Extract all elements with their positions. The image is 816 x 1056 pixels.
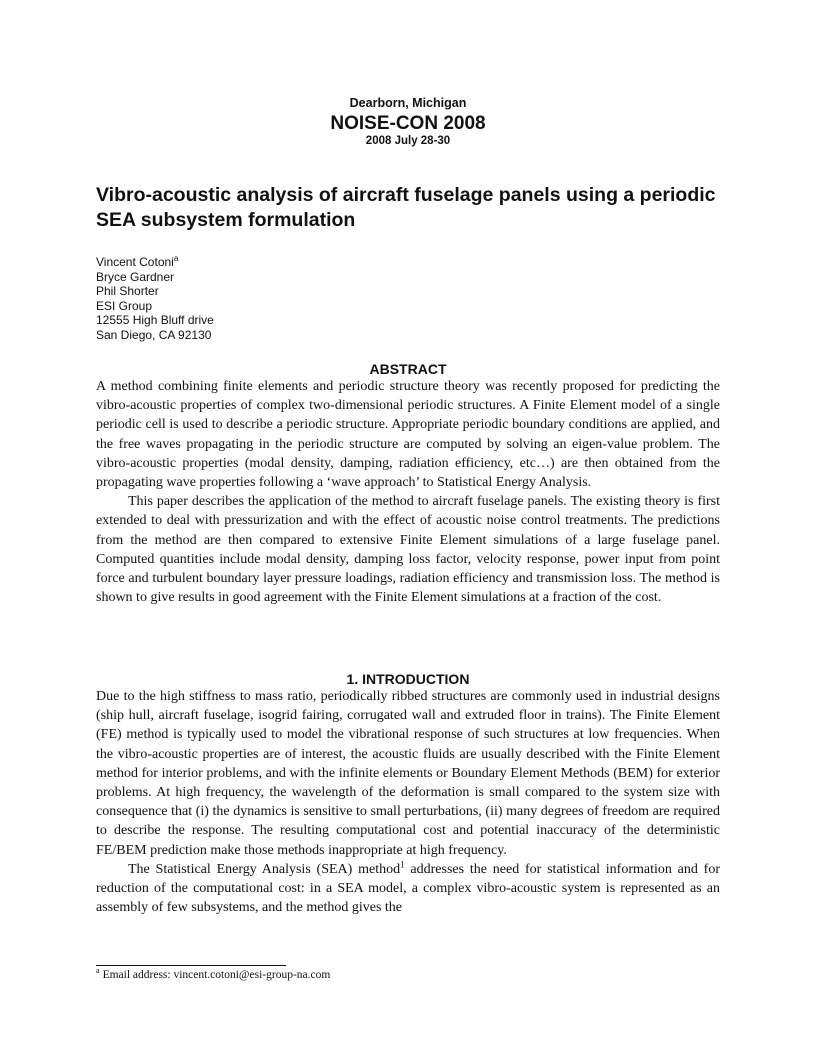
conference-location: Dearborn, Michigan — [349, 96, 467, 110]
footnote-divider — [96, 965, 286, 966]
author-lead-name: Vincent Cotoni — [96, 255, 174, 269]
affiliation-line: ESI Group — [96, 298, 153, 313]
conference-name: NOISE-CON 2008 — [330, 113, 486, 134]
address-line: 12555 High Bluff drive — [96, 313, 214, 328]
reference-marker: 1 — [400, 859, 405, 870]
conference-dates: 2008 July 28-30 — [365, 135, 451, 147]
footnote-text: Email address: vincent.cotoni@esi-group-na.com — [102, 969, 331, 981]
author-footnote-marker: a — [173, 254, 179, 263]
author-line: Bryce Gardner — [96, 269, 175, 284]
author-line: Phil Shorter — [96, 284, 159, 299]
intro-text: The Statistical Energy Analysis (SEA) method — [128, 861, 401, 877]
author-lead — [96, 255, 214, 270]
introduction-heading: 1. INTRODUCTION — [346, 671, 470, 687]
author-block — [96, 255, 214, 343]
paper-title: Vibro-acoustic analysis of aircraft fuselage panels using a periodic SEA subsystem formulation — [96, 184, 716, 231]
introduction-paragraph — [96, 860, 720, 918]
abstract-body — [96, 377, 720, 607]
introduction-body — [96, 687, 720, 917]
address-line: San Diego, CA 92130 — [96, 327, 212, 342]
footnote — [96, 966, 331, 981]
introduction-paragraph: Due to the high stiffness to mass ratio, periodically ribbed structures are commonly used in industrial designs (ship hull, aircraft fuselage, isogrid fairing, corrugated wall and extruded floor in trains). The Finite Element (FE) method is typically used to model the vibrational response of such structures at low frequencies. When the vibro-acoustic properties are of interest, the acoustic fluids are usually described with the Finite Element method for interior problems, and with the infinite elements or Boundary Element Methods (BEM) for exterior problems. At high frequency, the wavelength of the deformation is small compared to the system size with consequence that (i) the dynamics is sensitive to small perturbations, (ii) many degrees of freedom are required to describe the response. The resulting computational cost and potential inaccuracy of the deterministic FE/BEM prediction make those methods inappropriate at high frequency. — [96, 689, 720, 858]
abstract-heading: ABSTRACT — [369, 361, 447, 377]
abstract-paragraph: This paper describes the application of the method to aircraft fuselage panels. The existing theory is first extended to deal with pressurization and with the effect of acoustic noise control treatments. The predictions from the method are then compared to extensive Finite Element simulations of a large fuselage panel. Computed quantities include modal density, damping loss factor, velocity response, power input from point force and turbulent boundary layer pressure loadings, radiation efficiency and transmission loss. The method is shown to give results in good agreement with the Finite Element simulations at a fraction of the cost. — [96, 494, 720, 606]
intro-text: addresses the need for statistical information and for reduction of the computational cost: in a SEA model, a complex vibro-acoustic system is represented as an assembly of few subsystems, and the method gives the — [96, 861, 720, 916]
abstract-paragraph: A method combining finite elements and periodic structure theory was recently proposed for predicting the vibro-acoustic properties of complex two-dimensional periodic structures. A Finite Element model of a single periodic cell is used to describe a periodic structure. Appropriate periodic boundary conditions are applied, and the free waves propagating in the periodic structure are computed by solving an eigen-value problem. The vibro-acoustic properties (modal density, damping, radiation efficiency, etc…) are then obtained from the propagating wave properties following a ‘wave approach’ to Statistical Energy Analysis. — [96, 379, 720, 491]
footnote-marker: a — [96, 966, 100, 976]
